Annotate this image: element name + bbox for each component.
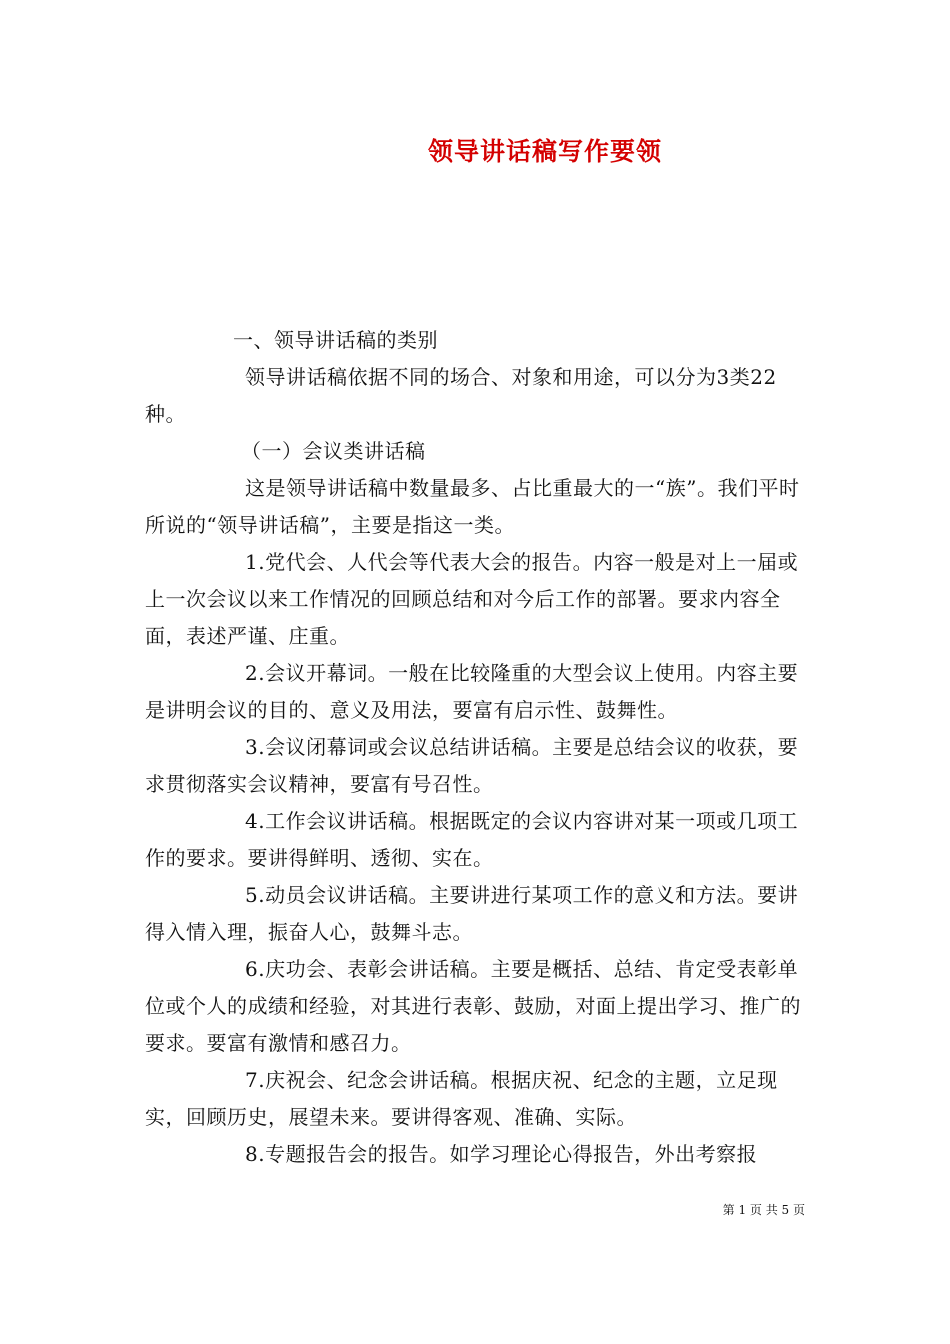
list-item: 7.庆祝会、纪念会讲话稿。根据庆祝、纪念的主题，立足现实，回顾历史，展望未来。要讲得客观、准确、实际。: [145, 1068, 778, 1129]
document-title: 领导讲话稿写作要领: [427, 137, 662, 166]
list-item: 3.会议闭幕词或会议总结讲话稿。主要是总结会议的收获，要求贯彻落实会议精神，要富有号召性。: [145, 735, 799, 796]
section-heading: 一、领导讲话稿的类别: [233, 328, 438, 352]
list-item: 2.会议开幕词。一般在比较隆重的大型会议上使用。内容主要是讲明会议的目的、意义及用法，要富有启示性、鼓舞性。: [145, 661, 799, 722]
list-item: 5.动员会议讲话稿。主要讲进行某项工作的意义和方法。要讲得入情入理，振奋人心，鼓舞斗志。: [145, 883, 799, 944]
subsection-heading: （一）会议类讲话稿: [241, 439, 426, 463]
list-item: 8.专题报告会的报告。如学习理论心得报告，外出考察报: [245, 1142, 758, 1166]
document-body: [145, 322, 805, 1173]
page-footer: 第 1 页 共 5 页: [722, 1203, 805, 1217]
intro-paragraph: 领导讲话稿依据不同的场合、对象和用途，可以分为3类22种。: [145, 365, 777, 426]
list-item: 6.庆功会、表彰会讲话稿。主要是概括、总结、肯定受表彰单位或个人的成绩和经验，对其进行表彰、鼓励，对面上提出学习、推广的要求。要富有激情和感召力。: [145, 957, 801, 1055]
list-item: 4.工作会议讲话稿。根据既定的会议内容讲对某一项或几项工作的要求。要讲得鲜明、透彻、实在。: [145, 809, 799, 870]
list-item: 1.党代会、人代会等代表大会的报告。内容一般是对上一届或上一次会议以来工作情况的回顾总结和对今后工作的部署。要求内容全面，表述严谨、庄重。: [145, 550, 799, 648]
subsection-intro: 这是领导讲话稿中数量最多、占比重最大的一“族”。我们平时所说的“领导讲话稿”，主要是指这一类。: [145, 476, 800, 537]
